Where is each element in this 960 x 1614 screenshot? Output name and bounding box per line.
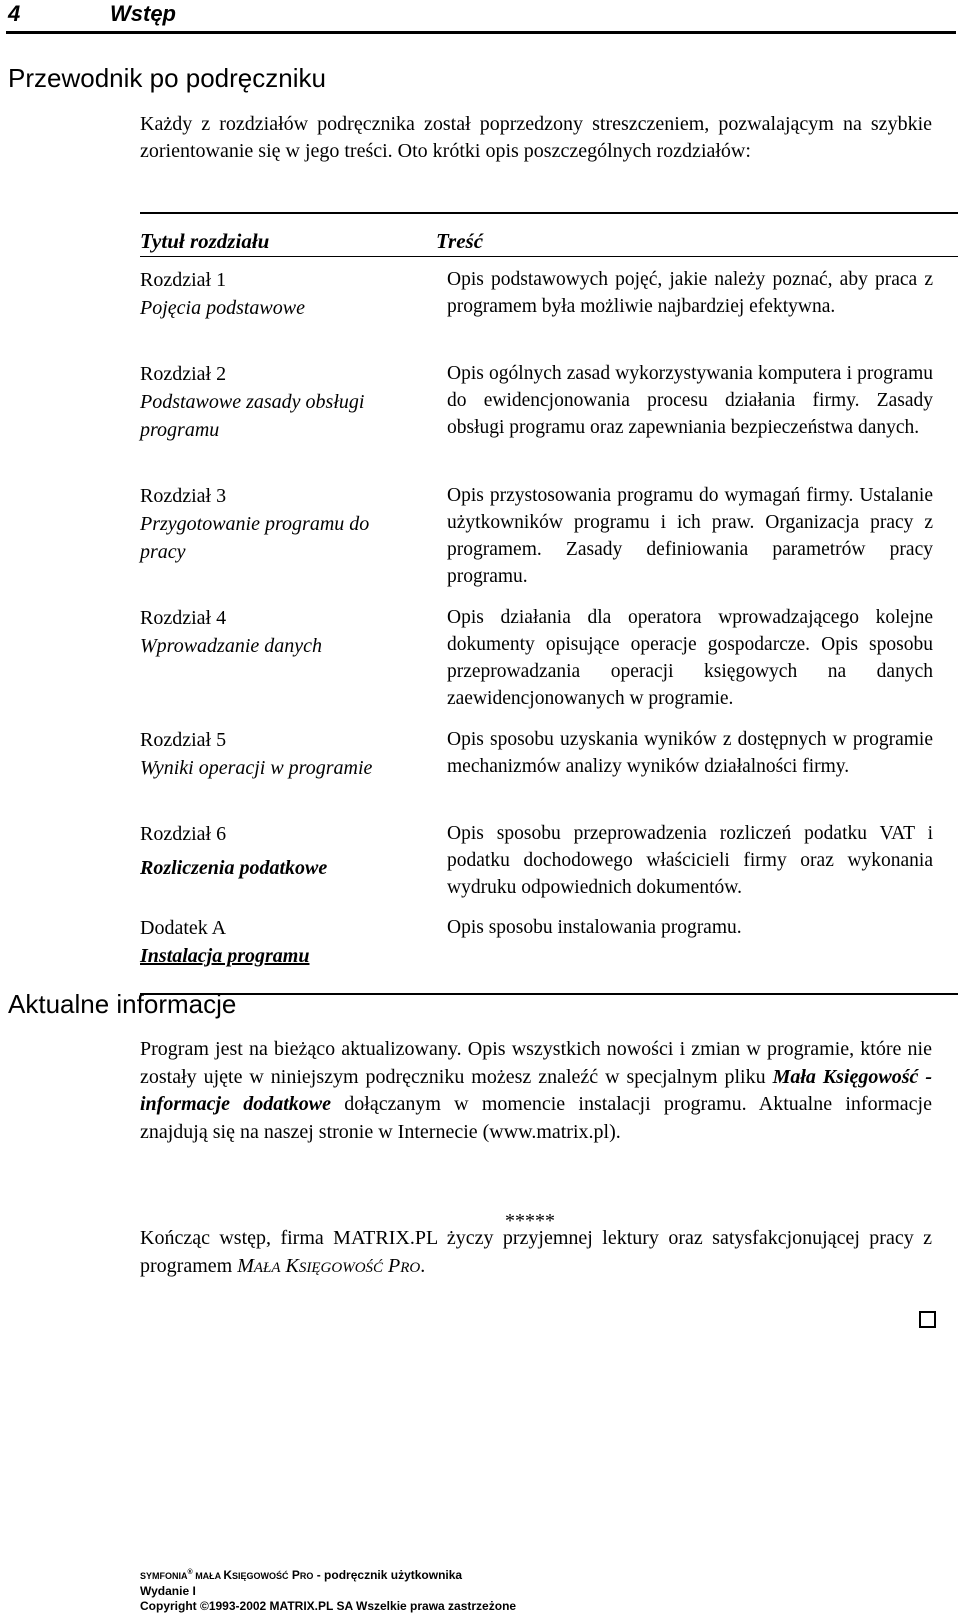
page-number: 4	[8, 1, 21, 26]
chapter-description: Opis sposobu przeprowadzenia rozliczeń podatku VAT i podatku dochodowego właścicieli firmy oraz wykonania wydruku odpowiednich dokumentów.	[447, 823, 933, 898]
chapter-description: Opis sposobu uzyskania wyników z dostępnych w programie mechanizmów analizy wyników działalności firmy.	[447, 729, 933, 777]
chapter-name-label: Rozdział 3	[140, 485, 227, 507]
chapter-description: Opis sposobu instalowania programu.	[447, 917, 742, 938]
footer-brand: SYMFONIA	[140, 1571, 188, 1581]
checkbox-square-icon	[919, 1311, 936, 1328]
chapter-title: Rozliczenia podatkowe	[140, 857, 328, 879]
chapter-title: Przygotowanie programu do pracy	[140, 513, 370, 563]
chapter-name: Wstęp	[110, 1, 176, 26]
product-name-part: M	[237, 1255, 254, 1277]
chapter-cell	[140, 820, 425, 888]
guide-intro: Każdy z rozdziałów podręcznika został poprzedzony streszczeniem, pozwalającym na szybkie zorientowanie się w jego treści. Oto krótki opis poszczególnych rozdziałów:	[140, 113, 932, 162]
chapter-title: Podstawowe zasady obsługi programu	[140, 391, 365, 441]
footer-edition: Wydanie I	[140, 1584, 196, 1598]
product-name-part: AŁA	[253, 1260, 281, 1276]
updates-text-start: Program jest na bieżąco aktualizowany. Opis wszystkich nowości i zmian w programie, które nie zostały ujęte w niniejszym podręczniku możesz znaleźć w specjalnym pliku	[140, 1038, 932, 1088]
footer-copyright: Copyright ©1993-2002 MATRIX.PL SA Wszelkie prawa zastrzeżone	[140, 1599, 517, 1613]
closing-paragraph	[140, 1224, 932, 1282]
chapter-cell	[140, 482, 385, 566]
footer-product-part: RO	[299, 1571, 314, 1581]
chapter-cell	[140, 726, 425, 782]
footer-manual-label: - podręcznik użytkownika	[313, 1568, 463, 1582]
chapter-description: Opis przystosowania programu do wymagań firmy. Ustalanie użytkowników programu i ich praw. Organizacja pracy z programem. Zasady definiowania parametrów pracy programu.	[447, 485, 933, 587]
closing-text: Kończąc wstęp, firma MATRIX.PL życzy przyjemnej lektury oraz satysfakcjonującej pracy z programem	[140, 1227, 932, 1277]
col-header-content: Treść	[436, 229, 484, 253]
footer-product-part: P	[288, 1568, 300, 1582]
product-name-part: K	[280, 1255, 299, 1277]
footer-product-part: MAŁA	[192, 1571, 224, 1581]
col-header-title: Tytuł rozdziału	[140, 229, 270, 253]
chapter-name-label: Rozdział 6	[140, 823, 227, 845]
chapter-cell	[140, 266, 425, 322]
section-title-updates: Aktualne informacje	[8, 989, 237, 1019]
chapter-title: Wyniki operacji w programie	[140, 757, 373, 779]
chapter-description: Opis działania dla operatora wprowadzającego kolejne dokumenty opisujące operacje gospodarcze. Opis sposobu przeprowadzania operacji księgowych na danych zaewidencjonowanych w programie.	[447, 607, 933, 709]
separator-stars: *****	[505, 1210, 555, 1232]
product-name	[237, 1255, 420, 1277]
product-name-part: SIĘGOWOŚĆ	[298, 1260, 384, 1276]
table-header	[140, 214, 958, 257]
updates-paragraph	[140, 1036, 932, 1146]
chapter-cell	[140, 360, 420, 444]
chapter-cell	[140, 604, 425, 660]
chapter-name-label: Rozdział 4	[140, 607, 227, 629]
footer-product-line	[140, 1565, 516, 1584]
chapters-table	[140, 212, 958, 995]
chapter-title: Pojęcia podstawowe	[140, 297, 305, 319]
chapter-name-label: Dodatek A	[140, 917, 227, 939]
chapter-name-label: Rozdział 5	[140, 729, 227, 751]
running-header	[6, 0, 956, 34]
chapter-name-label: Rozdział 2	[140, 363, 227, 385]
chapter-cell	[140, 914, 425, 970]
page-footer	[140, 1565, 516, 1614]
chapter-description: Opis podstawowych pojęć, jakie należy poznać, aby praca z programem była możliwie najbardziej efektywna.	[447, 269, 933, 317]
closing-end: .	[420, 1255, 426, 1277]
footer-product-part: K	[223, 1568, 233, 1582]
chapter-description: Opis ogólnych zasad wykorzystywania komputera i programu do ewidencjonowania procesu działania firmy. Zasady obsługi programu oraz zapewniania bezpieczeństwa danych.	[447, 363, 933, 438]
chapter-title: Instalacja programu	[140, 945, 310, 967]
footer-product-part: SIĘGOWOŚĆ	[232, 1571, 289, 1581]
updates-file-name: Mała Księgowość - informacje dodatkowe	[140, 1065, 933, 1115]
section-title-guide: Przewodnik po podręczniku	[8, 63, 326, 93]
registered-mark: ®	[187, 1569, 193, 1576]
chapter-title: Wprowadzanie danych	[140, 635, 323, 657]
product-name-part: P	[383, 1255, 401, 1277]
product-name-part: RO	[400, 1260, 421, 1276]
updates-text-end: dołączanym w momencie instalacji programu. Aktualne informacje znajdują się na naszej stronie w Internecie (www.matrix.pl).	[140, 1093, 932, 1143]
chapter-name-label: Rozdział 1	[140, 269, 227, 291]
